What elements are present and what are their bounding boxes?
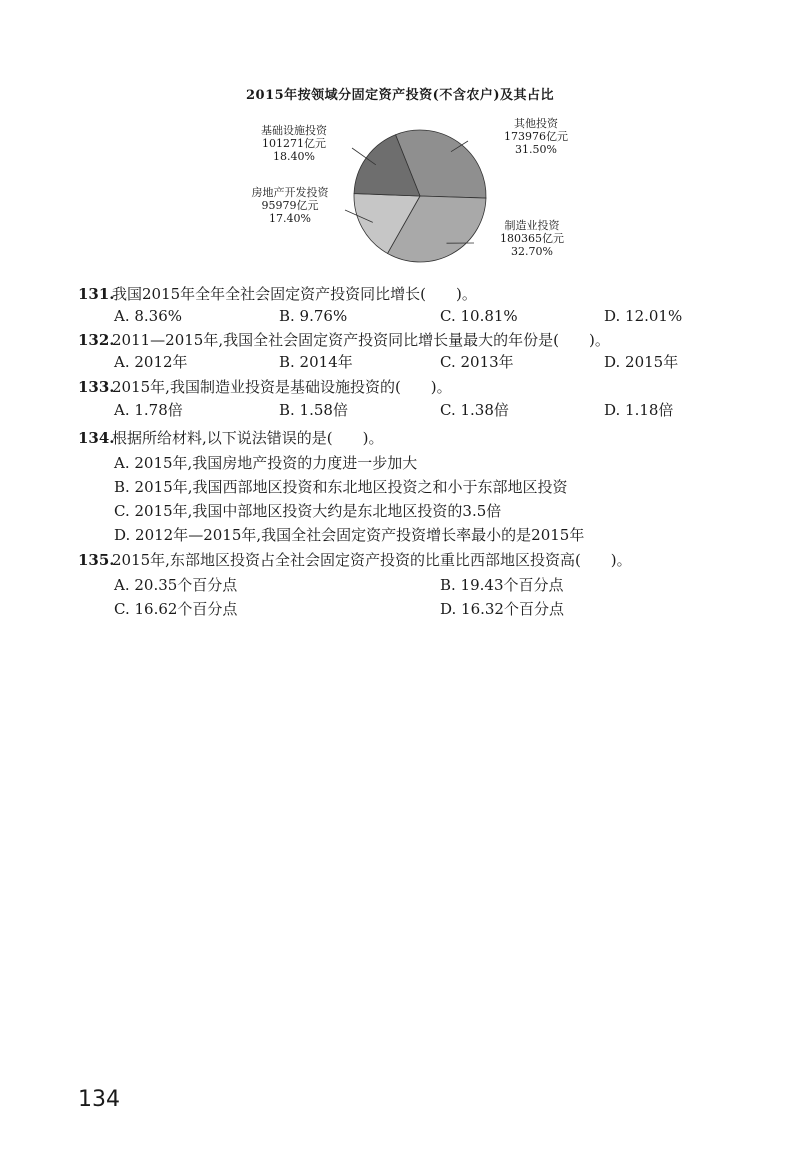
option-133-a[interactable]: A. 1.78倍 — [114, 401, 183, 419]
slice-value-other: 173976亿元 — [504, 130, 568, 143]
option-135-a[interactable]: A. 20.35个百分点 — [114, 576, 238, 594]
option-133-d[interactable]: D. 1.18倍 — [604, 401, 674, 419]
option-131-b[interactable]: B. 9.76% — [279, 307, 348, 325]
option-135-b[interactable]: B. 19.43个百分点 — [440, 576, 564, 594]
option-133-c[interactable]: C. 1.38倍 — [440, 401, 509, 419]
question-131 — [78, 284, 477, 304]
slice-percent-real-estate: 17.40% — [269, 212, 311, 225]
question-133 — [78, 377, 452, 397]
pie-chart — [0, 100, 800, 270]
question-number: 131. — [78, 285, 115, 303]
option-134-b[interactable]: B. 2015年,我国西部地区投资和东北地区投资之和小于东部地区投资 — [114, 478, 568, 496]
question-number: 133. — [78, 378, 115, 396]
option-133-b[interactable]: B. 1.58倍 — [279, 401, 348, 419]
option-134-a[interactable]: A. 2015年,我国房地产投资的力度进一步加大 — [114, 454, 418, 472]
question-number: 134. — [78, 429, 115, 447]
slice-name-other: 其他投资 — [514, 117, 558, 130]
page-number: 134 — [78, 1087, 120, 1112]
question-text: 2015年,东部地区投资占全社会固定资产投资的比重比西部地区投资高( )。 — [112, 551, 632, 569]
slice-percent-manufacturing: 32.70% — [511, 245, 553, 258]
option-134-c[interactable]: C. 2015年,我国中部地区投资大约是东北地区投资的3.5倍 — [114, 502, 502, 520]
question-text: 我国2015年全年全社会固定资产投资同比增长( )。 — [112, 285, 477, 303]
slice-percent-infrastructure: 18.40% — [273, 150, 315, 163]
option-131-d[interactable]: D. 12.01% — [604, 307, 683, 325]
question-135 — [78, 550, 632, 570]
question-number: 132. — [78, 331, 115, 349]
slice-value-manufacturing: 180365亿元 — [500, 232, 564, 245]
option-132-b[interactable]: B. 2014年 — [279, 353, 353, 371]
question-text: 2015年,我国制造业投资是基础设施投资的( )。 — [112, 378, 452, 396]
option-131-c[interactable]: C. 10.81% — [440, 307, 518, 325]
slice-value-infrastructure: 101271亿元 — [262, 137, 326, 150]
slice-percent-other: 31.50% — [515, 143, 557, 156]
chart-title: 2015年按领域分固定资产投资(不含农户)及其占比 — [246, 88, 554, 103]
slice-value-real-estate: 95979亿元 — [261, 199, 319, 212]
option-135-d[interactable]: D. 16.32个百分点 — [440, 600, 564, 618]
question-number: 135. — [78, 551, 115, 569]
slice-name-real-estate: 房地产开发投资 — [251, 186, 329, 199]
question-134 — [78, 428, 383, 448]
question-text: 根据所给材料,以下说法错误的是( )。 — [112, 429, 384, 447]
question-text: 2011—2015年,我国全社会固定资产投资同比增长量最大的年份是( )。 — [112, 331, 610, 349]
option-134-d[interactable]: D. 2012年—2015年,我国全社会固定资产投资增长率最小的是2015年 — [114, 526, 585, 544]
option-132-d[interactable]: D. 2015年 — [604, 353, 679, 371]
option-135-c[interactable]: C. 16.62个百分点 — [114, 600, 238, 618]
question-132 — [78, 330, 610, 350]
option-131-a[interactable]: A. 8.36% — [114, 307, 183, 325]
option-132-a[interactable]: A. 2012年 — [114, 353, 188, 371]
slice-name-infrastructure: 基础设施投资 — [261, 124, 327, 137]
option-132-c[interactable]: C. 2013年 — [440, 353, 514, 371]
slice-name-manufacturing: 制造业投资 — [504, 219, 560, 232]
